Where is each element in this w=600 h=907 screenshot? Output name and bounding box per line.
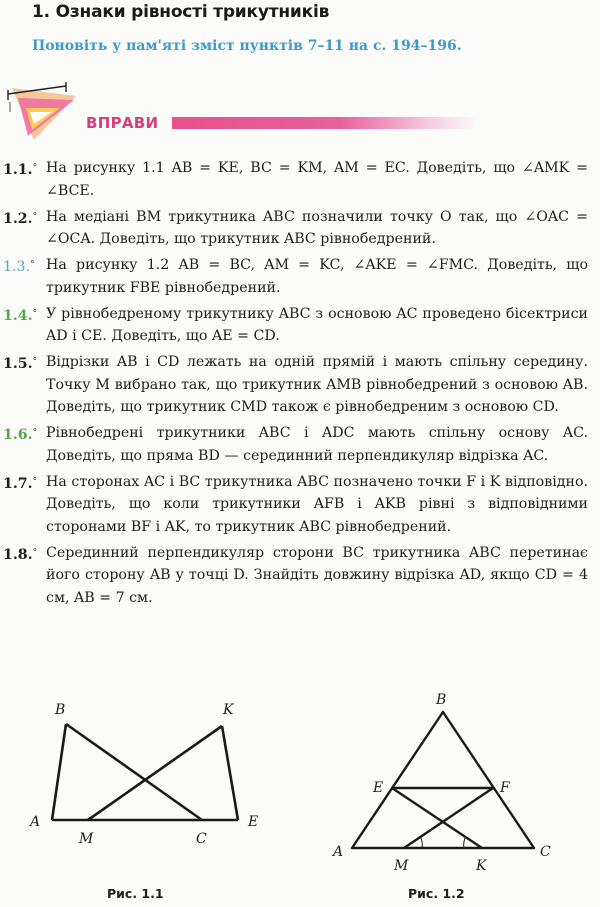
exercise-number: 1.5.°: [3, 356, 38, 372]
exercise-text: На сторонах AC і BC трикутника ABC позначено точки F і K відповідно. Доведіть, що коли трикутники AFB і AKB рівні з відповідними сторонами BF і AK, то трикутник ABC рівнобедрений.: [46, 473, 588, 535]
point-label-f: F: [500, 780, 510, 796]
figures: [0, 680, 600, 907]
point-label-c: C: [196, 831, 207, 847]
exercise-number: 1.1.°: [3, 162, 38, 178]
exercises-header: [0, 78, 600, 148]
exercise-text: На медіані BM трикутника ABC позначили точку O так, що ∠OAC = ∠OCA. Доведіть, що трикутник ABC рівнобедрений.: [46, 208, 588, 247]
point-label-b: B: [436, 692, 447, 708]
exercise-item: [0, 157, 600, 202]
exercise-text: У рівнобедреному трикутнику ABC з основою AC проведено бісектриси AD і CE. Доведіть, що AE = CD.: [46, 305, 588, 344]
exercise-item: [0, 422, 600, 467]
exercise-number: 1.6.°: [3, 427, 38, 443]
figure-caption: Рис. 1.1: [107, 886, 164, 901]
exercise-item: [0, 542, 600, 610]
exercises-label: ВПРАВИ: [86, 114, 159, 132]
point-label-a: A: [333, 844, 344, 860]
point-label-m: M: [79, 831, 94, 847]
exercises-divider-bar: [172, 117, 477, 129]
point-label-a: A: [30, 814, 41, 830]
exercise-item: [0, 254, 600, 299]
point-label-e: E: [248, 814, 259, 830]
point-label-m: M: [394, 858, 409, 874]
exercise-item: [0, 351, 600, 419]
exercise-list: [0, 157, 600, 613]
point-label-k: K: [223, 702, 234, 718]
ruler-triangle-icon: [4, 78, 84, 148]
exercise-item: [0, 303, 600, 348]
point-label-e: E: [373, 780, 384, 796]
exercise-number: 1.7.°: [3, 475, 38, 492]
exercise-item: [0, 471, 600, 539]
exercise-number: 1.2.°: [3, 210, 38, 227]
exercise-number: 1.8.°: [3, 546, 38, 563]
point-label-b: B: [55, 702, 66, 718]
figure-caption: Рис. 1.2: [408, 886, 465, 901]
exercise-text: На рисунку 1.2 AB = BC, AM = KC, ∠AKE = ∠FMC. Доведіть, що трикутник FBE рівнобедрений.: [46, 257, 588, 296]
exercise-number: 1.3.°: [3, 259, 35, 275]
review-note: Поновіть у пам'яті зміст пунктів 7–11 на с. 194–196.: [32, 38, 462, 54]
exercise-text: Відрізки AB і CD лежать на одній прямій і мають спільну середину. Точку M вибрано так, що трикутник AMB рівнобедрений з основою AB. Доведіть, що трикутник CMD також є рівнобедреним з основою CD.: [46, 354, 588, 415]
figure-1-2-diagram: [300, 680, 600, 885]
point-label-c: C: [540, 844, 551, 860]
exercise-item: [0, 206, 600, 251]
exercise-text: Рівнобедрені трикутники ABC і ADC мають спільну основу AC. Доведіть, що пряма BD — серединний перпендикуляр відрізка AC.: [46, 425, 588, 464]
figure-1-1-diagram: [0, 680, 300, 880]
exercise-text: На рисунку 1.1 AB = KE, BC = KM, AM = EC. Доведіть, що ∠AMK = ∠BCE.: [46, 160, 588, 199]
exercise-text: Серединний перпендикуляр сторони BC трикутника ABC перетинає його сторону AB у точці D. Знайдіть довжину відрізка AD, якщо CD = 4 см, AB = 7 см.: [46, 544, 588, 606]
point-label-k: K: [476, 858, 487, 874]
section-title: 1. Ознаки рівності трикутників: [32, 2, 330, 22]
exercise-number: 1.4.°: [3, 307, 38, 324]
